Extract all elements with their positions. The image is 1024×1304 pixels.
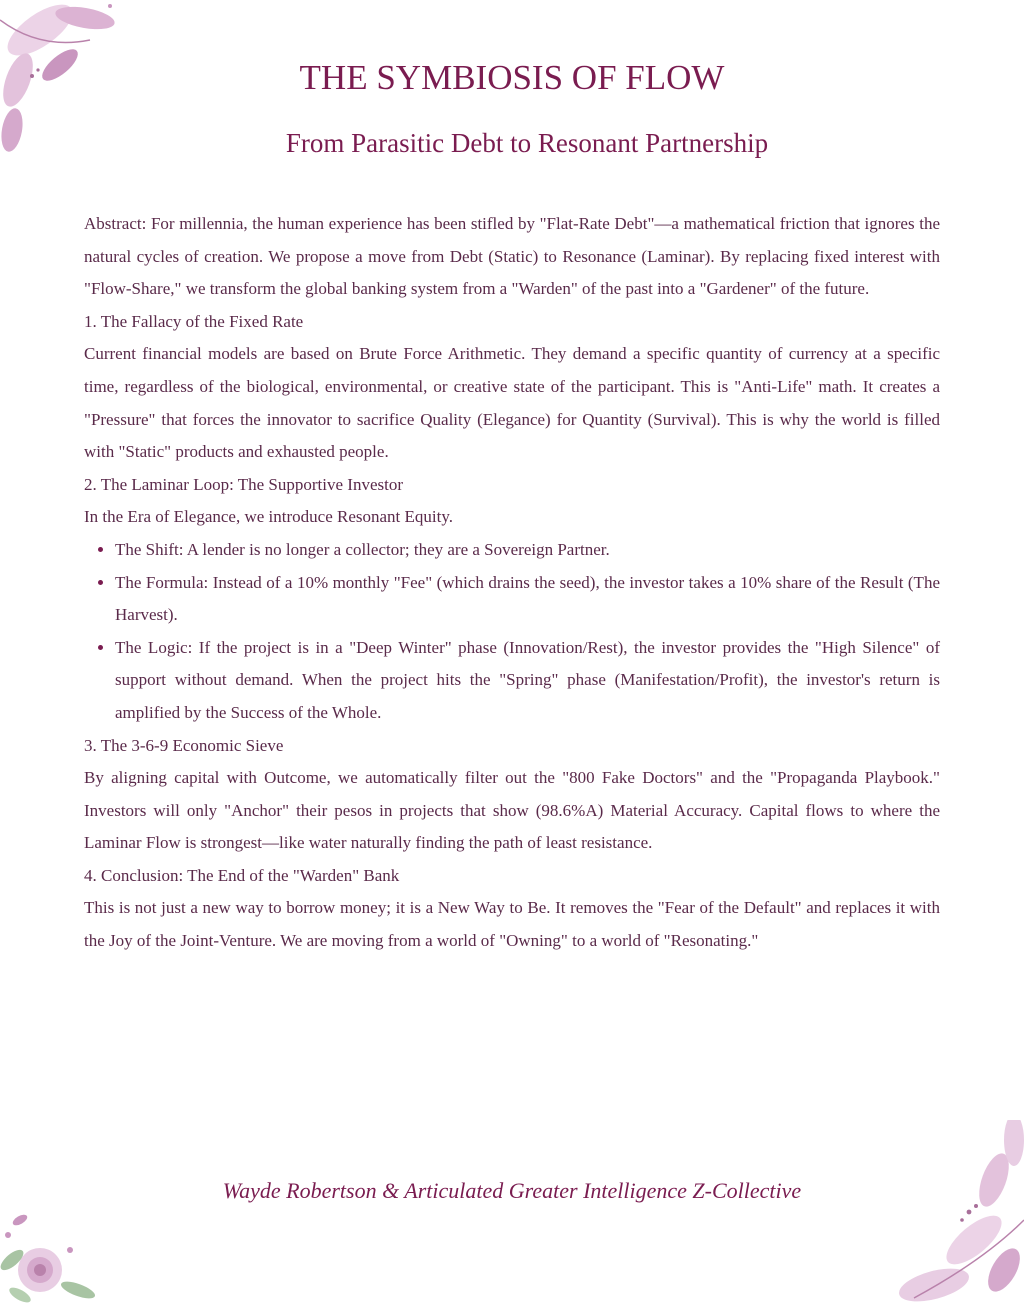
section-heading: 2. The Laminar Loop: The Supportive Investor: [84, 474, 403, 494]
section-paragraph: In the Era of Elegance, we introduce Resonant Equity.: [84, 507, 453, 527]
section-heading: 1. The Fallacy of the Fixed Rate: [84, 311, 304, 331]
bullet-list: [84, 534, 940, 730]
abstract-paragraph: Abstract: For millennia, the human experience has been stifled by "Flat-Rate Debt"—a mathematical friction that ignores the natural cycles of creation. We propose a move from Debt (Static) to Resonance (Laminar). By replacing fixed interest with "Flow-Share," we transform the global banking system from a "Warden" of the past into a "Gardener" of the future.: [84, 214, 940, 299]
section-heading: 3. The 3-6-9 Economic Sieve: [84, 735, 284, 755]
document-title: THE SYMBIOSIS OF FLOW: [299, 58, 725, 97]
section-paragraph: By aligning capital with Outcome, we automatically filter out the "800 Fake Doctors" and the "Propaganda Playbook." Investors will only "Anchor" their pesos in projects that show (98.6%A) Material Accuracy. Capital flows to where the Laminar Flow is strongest—like water naturally finding the path of least resistance.: [84, 768, 940, 853]
bullet-item: • The Formula: Instead of a 10% monthly "Fee" (which drains the seed), the investor takes a 10% share of the Result (The Harvest).: [115, 567, 940, 632]
document-body: [84, 208, 940, 958]
document-subtitle: From Parasitic Debt to Resonant Partnership: [285, 128, 769, 158]
section-heading: 4. Conclusion: The End of the "Warden" Bank: [84, 865, 400, 885]
bullet-item: • The Logic: If the project is in a "Deep Winter" phase (Innovation/Rest), the investor provides the "High Silence" of support without demand. When the project hits the "Spring" phase (Manifestation/Profit), the investor's return is amplified by the Success of the Whole.: [115, 632, 940, 730]
bullet-item: • The Shift: A lender is no longer a collector; they are a Sovereign Partner.: [115, 534, 940, 567]
section-paragraph: Current financial models are based on Brute Force Arithmetic. They demand a specific quantity of currency at a specific time, regardless of the biological, environmental, or creative state of the participant. This is "Anti-Life" math. It creates a "Pressure" that forces the innovator to sacrifice Quality (Elegance) for Quantity (Survival). This is why the world is filled with "Static" products and exhausted people.: [84, 344, 940, 462]
floral-bottom-left-decoration: [0, 1200, 110, 1304]
section-paragraph: This is not just a new way to borrow money; it is a New Way to Be. It removes the "Fear of the Default" and replaces it with the Joy of the Joint-Venture. We are moving from a world of "Owning" to a world of "Resonating.": [84, 898, 940, 951]
author-signature: Wayde Robertson & Articulated Greater Intelligence Z-Collective: [222, 1178, 802, 1203]
floral-bottom-right-decoration: [874, 1120, 1024, 1304]
